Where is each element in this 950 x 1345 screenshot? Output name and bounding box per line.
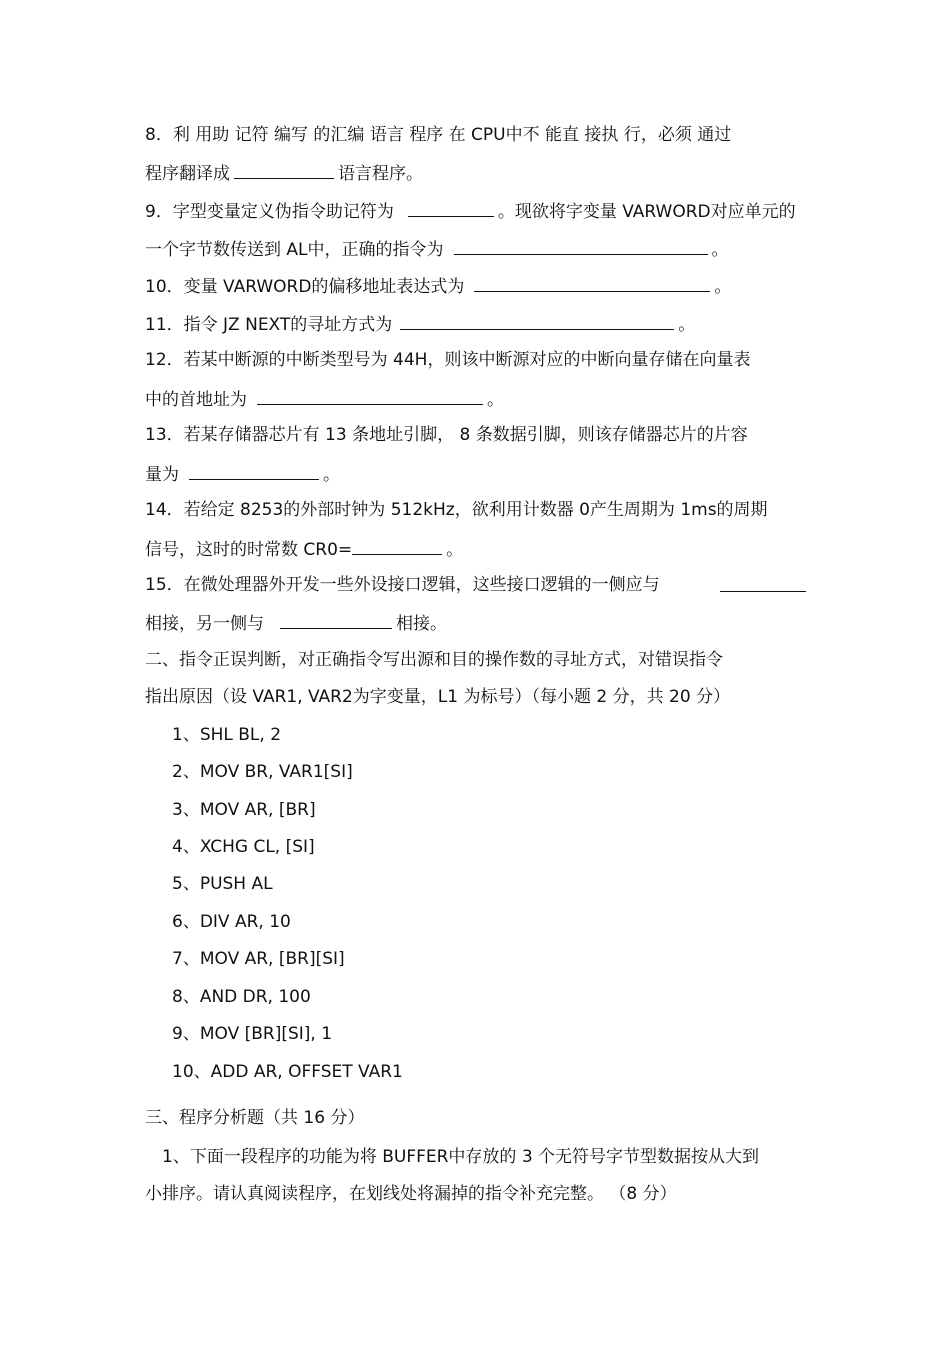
- section2-heading: 二、指令正误判断，对正确指令写出源和目的操作数的寻址方式，对错误指令: [145, 650, 723, 670]
- list-item: 2、MOV BR, VAR1[SI]: [172, 762, 353, 782]
- q13-text-end: 。: [323, 465, 340, 485]
- list-item: 5、PUSH AL: [172, 874, 273, 894]
- q9-line1: [145, 199, 796, 223]
- answer-blank: [234, 161, 334, 179]
- q15-text: 15．在微处理器外开发一些外设接口逻辑，这些接口逻辑的一侧应与: [145, 575, 660, 595]
- q11-text: 11．指令 JZ NEXT的寻址方式为: [145, 315, 393, 335]
- list-item: 7、MOV AR, [BR][SI]: [172, 949, 345, 969]
- q15-text2-end: 相接。: [396, 614, 447, 634]
- answer-blank: [720, 574, 806, 592]
- q14-text-end: 。: [446, 540, 464, 560]
- list-item: 1、SHL BL, 2: [172, 725, 282, 745]
- answer-blank: [400, 312, 674, 330]
- q12-line2: [145, 387, 504, 411]
- q8-text-end: 语言程序。: [338, 164, 423, 184]
- list-item: 9、MOV [BR][SI], 1: [172, 1024, 333, 1044]
- list-item: 4、XCHG CL, [SI]: [172, 837, 315, 857]
- answer-blank: [474, 274, 710, 292]
- q9-text2: 一个字节数传送到 AL中，正确的指令为: [145, 240, 444, 260]
- answer-blank: [454, 237, 708, 255]
- q10-text-end: 。: [714, 277, 732, 297]
- q15-line1: [145, 574, 660, 596]
- q12-text: 中的首地址为: [145, 390, 247, 410]
- q11-text-end: 。: [678, 315, 696, 335]
- q14-line2: [145, 537, 463, 561]
- section3-question-line1: 1、下面一段程序的功能为将 BUFFER中存放的 3 个无符号字节型数据按从大到: [162, 1147, 760, 1167]
- q13-line2: [145, 462, 340, 486]
- q8-text: 程序翻译成: [145, 164, 230, 184]
- answer-blank: [257, 387, 483, 405]
- section2-note: 指出原因（设 VAR1, VAR2为字变量，L1 为标号）（每小题 2 分，共 20 分）: [145, 687, 731, 707]
- section3-title: 三、程序分析题（共 16 分）: [145, 1108, 365, 1128]
- q8-line2: [145, 161, 423, 185]
- q9-text-end: 。现欲将字变量 VARWORD对应单元的: [497, 202, 796, 222]
- answer-blank: [352, 537, 442, 555]
- q13-line1: 13．若某存储器芯片有 13 条地址引脚， 8 条数据引脚，则该存储器芯片的片容: [145, 425, 748, 445]
- q10-line: [145, 274, 731, 298]
- q8-line1: 8．利 用助 记符 编写 的汇编 语言 程序 在 CPU中不 能直 接执 行，必须 通过: [145, 125, 732, 145]
- q9-text2-end: 。: [711, 240, 729, 260]
- list-item: 3、MOV AR, [BR]: [172, 800, 316, 820]
- q12-line1: 12．若某中断源的中断类型号为 44H，则该中断源对应的中断向量存储在向量表: [145, 350, 751, 370]
- answer-blank: [280, 611, 392, 629]
- section3-question-line2: 小排序。请认真阅读程序，在划线处将漏掉的指令补充完整。 （8 分）: [145, 1184, 677, 1204]
- q9-line2: [145, 237, 729, 261]
- q9-text: 9．字型变量定义伪指令助记符为: [145, 202, 394, 222]
- q13-text: 量为: [145, 465, 179, 485]
- list-item: 6、DIV AR, 10: [172, 912, 291, 932]
- answer-blank: [408, 199, 494, 217]
- q11-line: [145, 312, 695, 336]
- q14-line1: 14．若给定 8253的外部时钟为 512kHz，欲利用计数器 0产生周期为 1ms的周期: [145, 500, 768, 520]
- list-item: 8、AND DR, 100: [172, 987, 311, 1007]
- q12-text-end: 。: [487, 390, 504, 410]
- list-item: 10、ADD AR, OFFSET VAR1: [172, 1062, 403, 1082]
- answer-blank: [189, 462, 319, 480]
- q15-text2: 相接，另一侧与: [145, 614, 264, 634]
- q14-text: 信号，这时的时常数 CR0=: [145, 540, 353, 560]
- q10-text: 10．变量 VARWORD的偏移地址表达式为: [145, 277, 465, 297]
- q15-line2: [145, 611, 447, 635]
